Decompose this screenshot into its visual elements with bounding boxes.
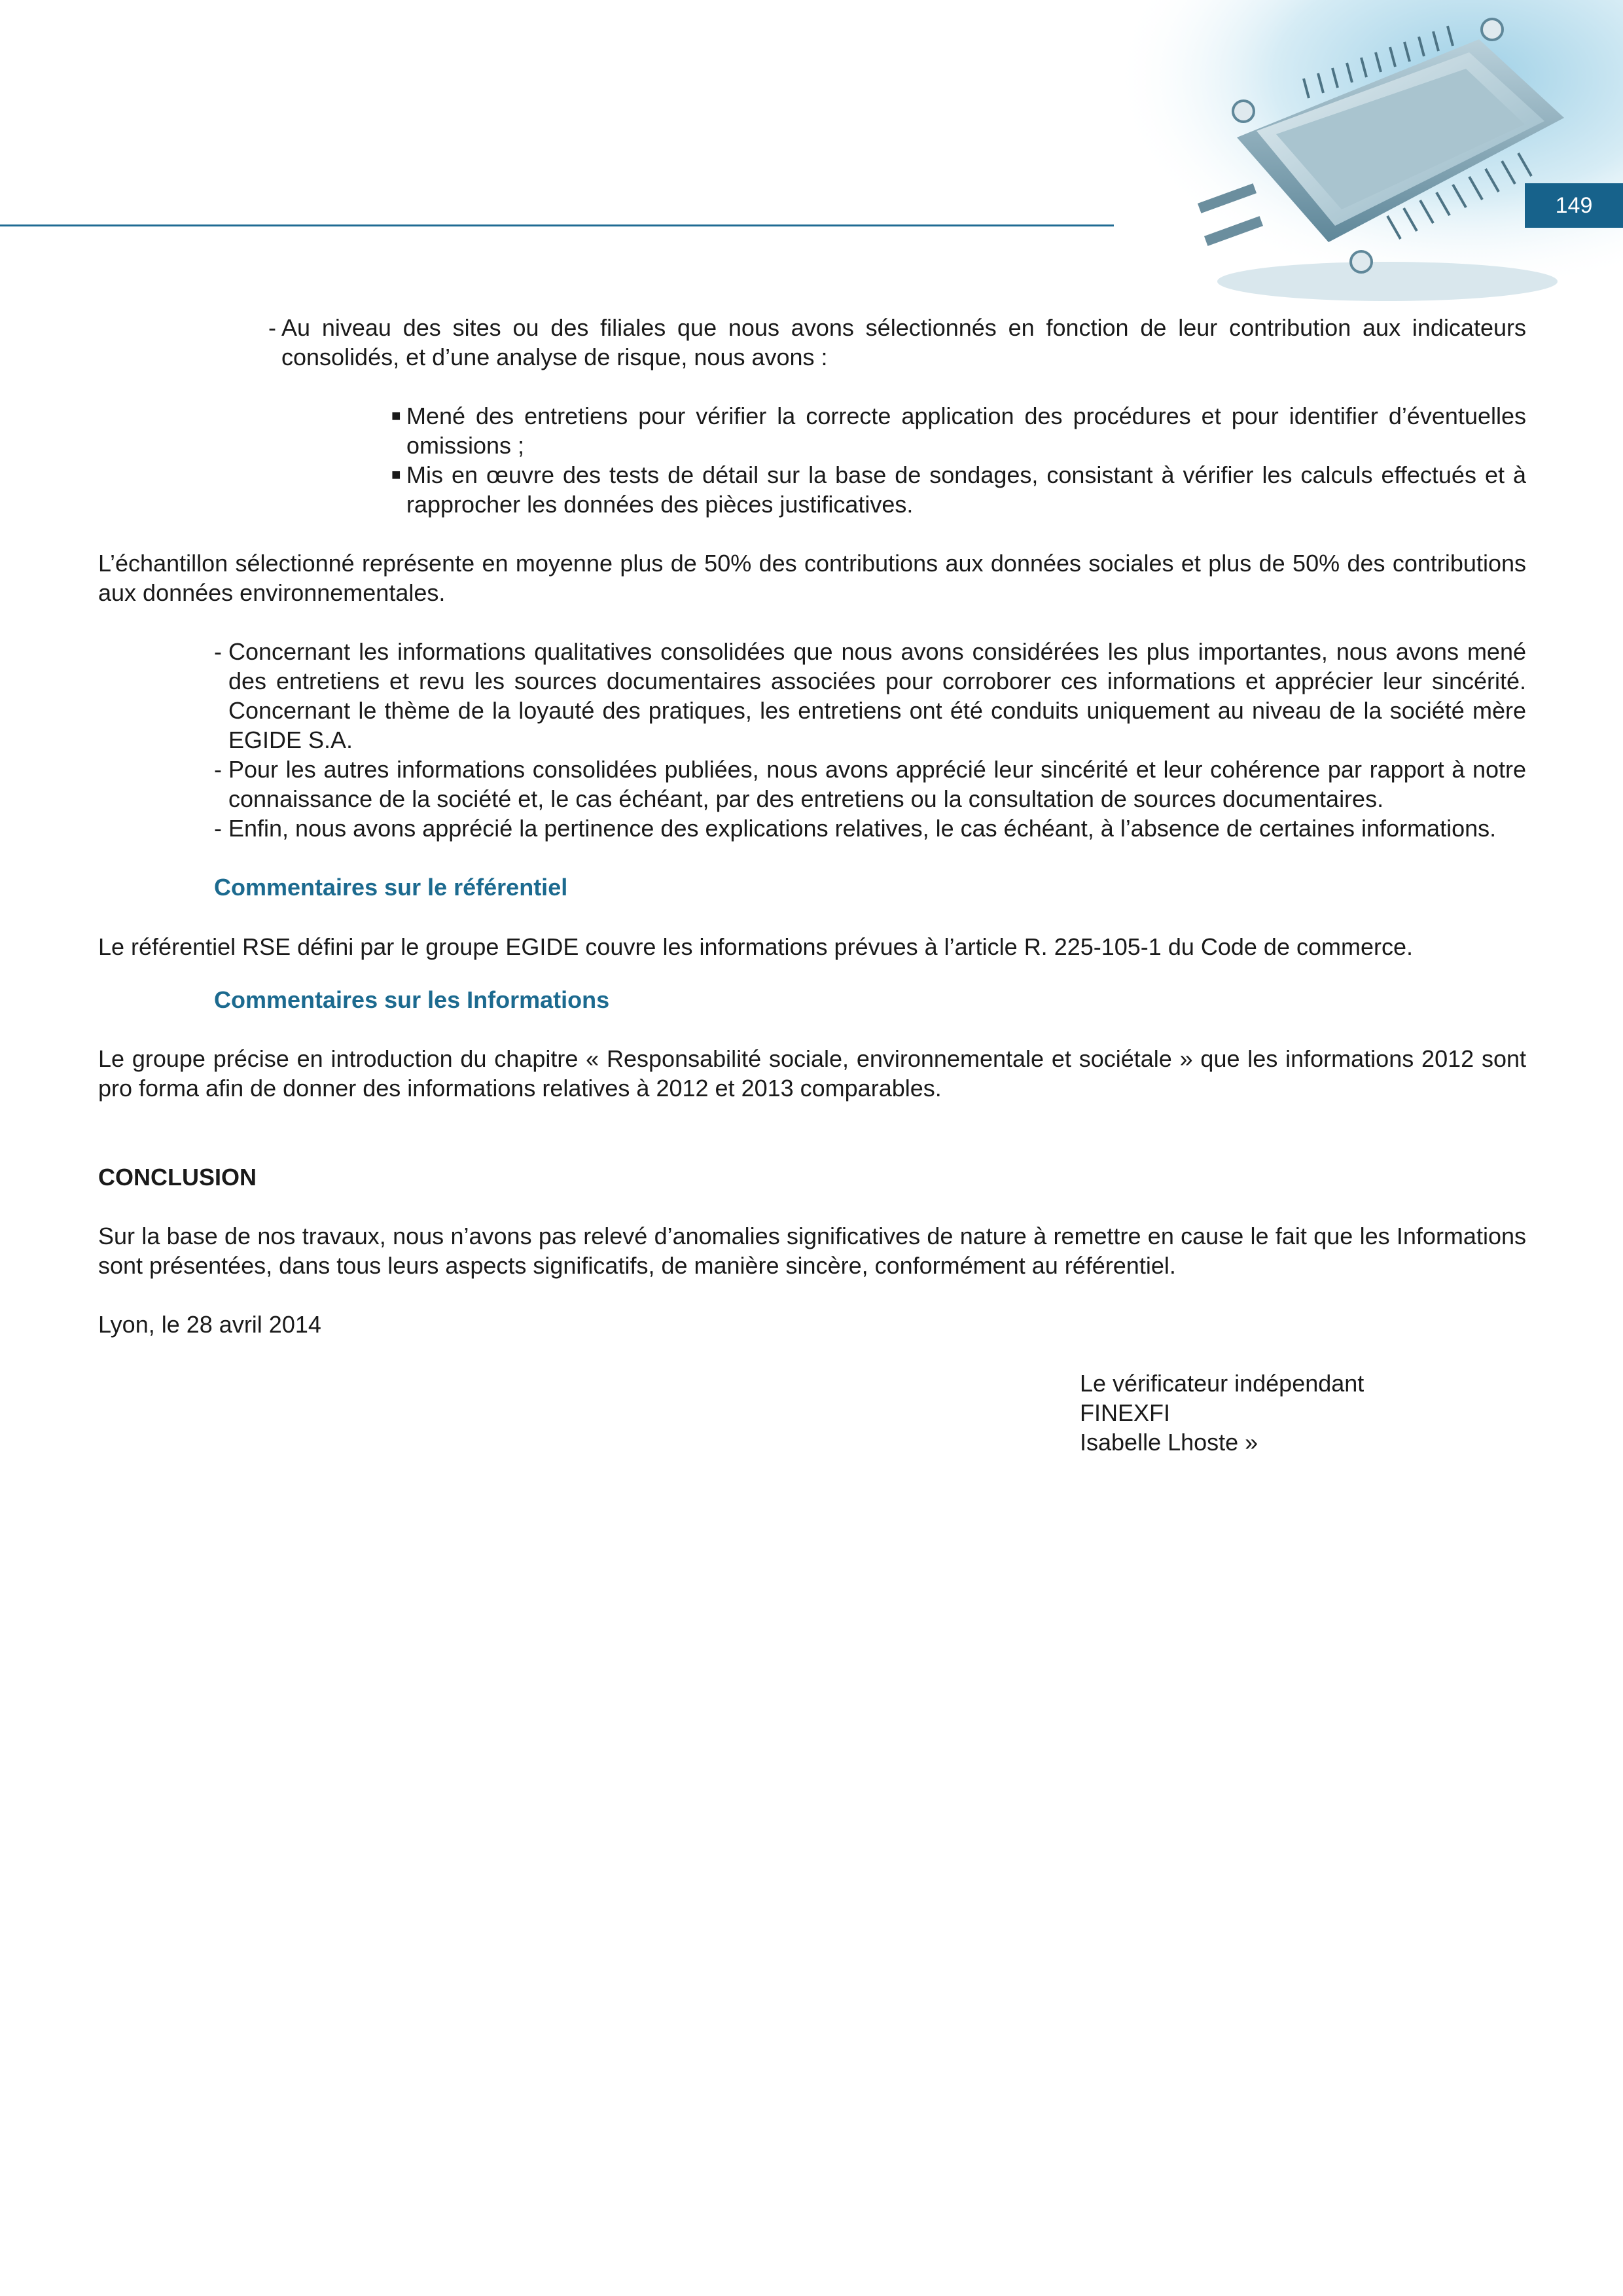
list2-item-text: Pour les autres informations consolidées publiées, nous avons apprécié leur sincérité et leur cohérence par rapport à notre connaissance de la société et, le cas échéant, par des entretiens ou la consultation de sources documentaires. [228,756,1526,812]
section-heading-referentiel: Commentaires sur le référentiel [214,874,568,901]
list2-item [214,814,1526,843]
place-date: Lyon, le 28 avril 2014 [98,1311,321,1338]
signature-line-name: Isabelle Lhoste » [1080,1429,1258,1456]
header-rule [0,224,1114,226]
dash-bullet: - [214,815,222,842]
square-bullet-icon: ■ [391,407,401,425]
conclusion-text: Sur la base de nos travaux, nous n’avons pas relevé d’anomalies significatives de nature à remettre en cause le fait que les Informations sont présentées, dans tous leurs aspects significatifs, de manière sincère, conformément au référentiel. [98,1223,1526,1279]
page-number: 149 [1525,183,1623,228]
section-text-informations: Le groupe précise en introduction du chapitre « Responsabilité sociale, environnementale et sociétale » que les informations 2012 sont pro forma afin de donner des informations relatives à 2012 et 2013 comparables. [98,1045,1526,1102]
signature-line-firm: FINEXFI [1080,1399,1171,1426]
dash-bullet: - [214,756,222,783]
sample-paragraph: L’échantillon sélectionné représente en moyenne plus de 50% des contributions aux données sociales et plus de 50% des contributions aux données environnementales. [98,550,1526,606]
list1-subitem [391,460,1526,519]
electronic-package-image [1113,0,1623,308]
list1-intro-text: Au niveau des sites ou des filiales que nous avons sélectionnés en fonction de leur contribution aux indicateurs consolidés, et d’une analyse de risque, nous avons : [281,314,1526,370]
list2-item [214,755,1526,814]
dash-bullet: - [214,638,222,665]
square-bullet-icon: ■ [391,466,401,484]
conclusion-heading: CONCLUSION [98,1164,257,1191]
list2-item-text: Concernant les informations qualitatives consolidées que nous avons considérées les plus importantes, nous avons mené des entretiens et revu les sources documentaires associées pour corroborer ces informations et apprécier leur sincérité. Concernant le thème de la loyauté des pratiques, les entretiens ont été conduits uniquement au niveau de la société mère EGIDE S.A. [228,638,1526,753]
section-text-referentiel: Le référentiel RSE défini par le groupe EGIDE couvre les informations prévues à l’article R. 225-105-1 du Code de commerce. [98,933,1414,960]
list1-intro [268,313,1526,372]
dash-bullet: - [268,314,276,341]
signature-line-title: Le vérificateur indépendant [1080,1370,1364,1397]
list1-subitem [391,401,1526,460]
list1-subitem-text: Mené des entretiens pour vérifier la correcte application des procédures et pour identifier d’éventuelles omissions ; [406,403,1526,459]
list2-item [214,637,1526,755]
section-heading-informations: Commentaires sur les Informations [214,986,610,1013]
list2-item-text: Enfin, nous avons apprécié la pertinence des explications relatives, le cas échéant, à l’absence de certaines informations. [228,815,1497,842]
list1-subitem-text: Mis en œuvre des tests de détail sur la base de sondages, consistant à vérifier les calculs effectués et à rapprocher les données des pièces justificatives. [406,461,1526,518]
